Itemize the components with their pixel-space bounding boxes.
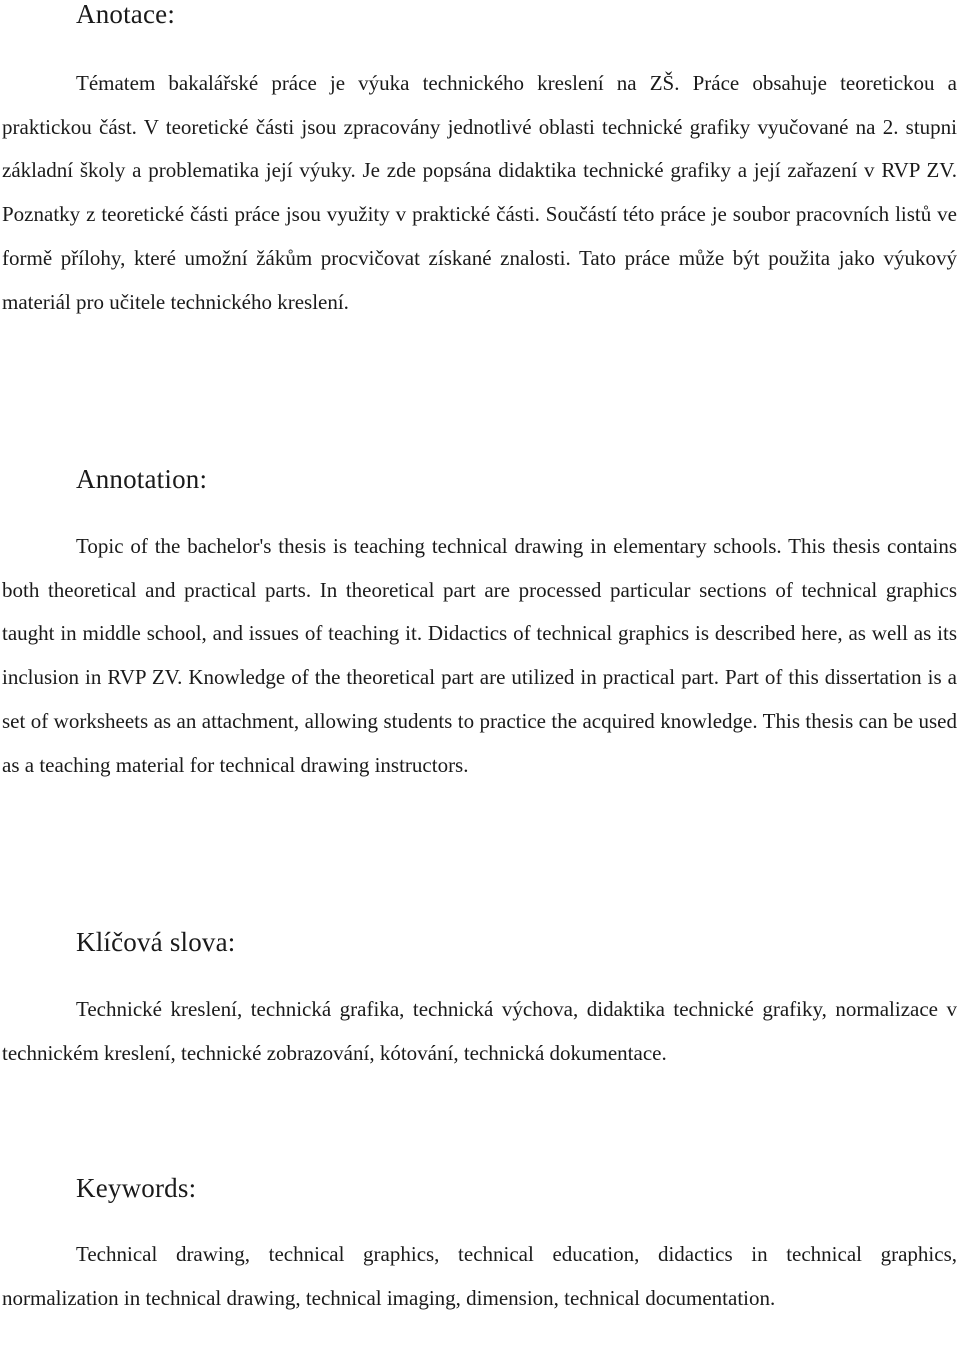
heading-klicova-slova: Klíčová slova: (76, 927, 236, 957)
paragraph-anotace: Tématem bakalářské práce je výuka technického kreslení na ZŠ. Práce obsahuje teoretickou a praktickou část. V teoretické části jsou zpracovány jednotlivé oblasti technické grafiky vyučované na 2. stupni základní školy a problematika její výuky. Je zde popsána didaktika technické grafiky a její zařazení v RVP ZV. Poznatky z teoretické části práce jsou využity v praktické části. Součástí této práce je soubor pracovních listů ve formě přílohy, které umožní žákům procvičovat získané znalosti. Tato práce může být použita jako výukový materiál pro učitele technického kreslení. (2, 71, 957, 314)
heading-anotace: Anotace: (76, 0, 176, 29)
paragraph-klicova-slova: Technické kreslení, technická grafika, technická výchova, didaktika technické grafiky, normalizace v technickém kreslení, technické zobrazování, kótování, technická dokumentace. (2, 997, 957, 1065)
heading-keywords: Keywords: (76, 1173, 197, 1203)
paragraph-annotation: Topic of the bachelor's thesis is teaching technical drawing in elementary schools. This thesis contains both theoretical and practical parts. In theoretical part are processed particular sections of technical graphics taught in middle school, and issues of teaching it. Didactics of technical graphics is described here, as well as its inclusion in RVP ZV. Knowledge of the theoretical part are utilized in practical part. Part of this dissertation is a set of worksheets as an attachment, allowing students to practice the acquired knowledge. This thesis can be used as a teaching material for technical drawing instructors. (2, 534, 957, 777)
paragraph-keywords: Technical drawing, technical graphics, technical education, didactics in technical graphics, normalization in technical drawing, technical imaging, dimension, technical documentation. (2, 1242, 957, 1310)
heading-annotation: Annotation: (76, 464, 208, 494)
